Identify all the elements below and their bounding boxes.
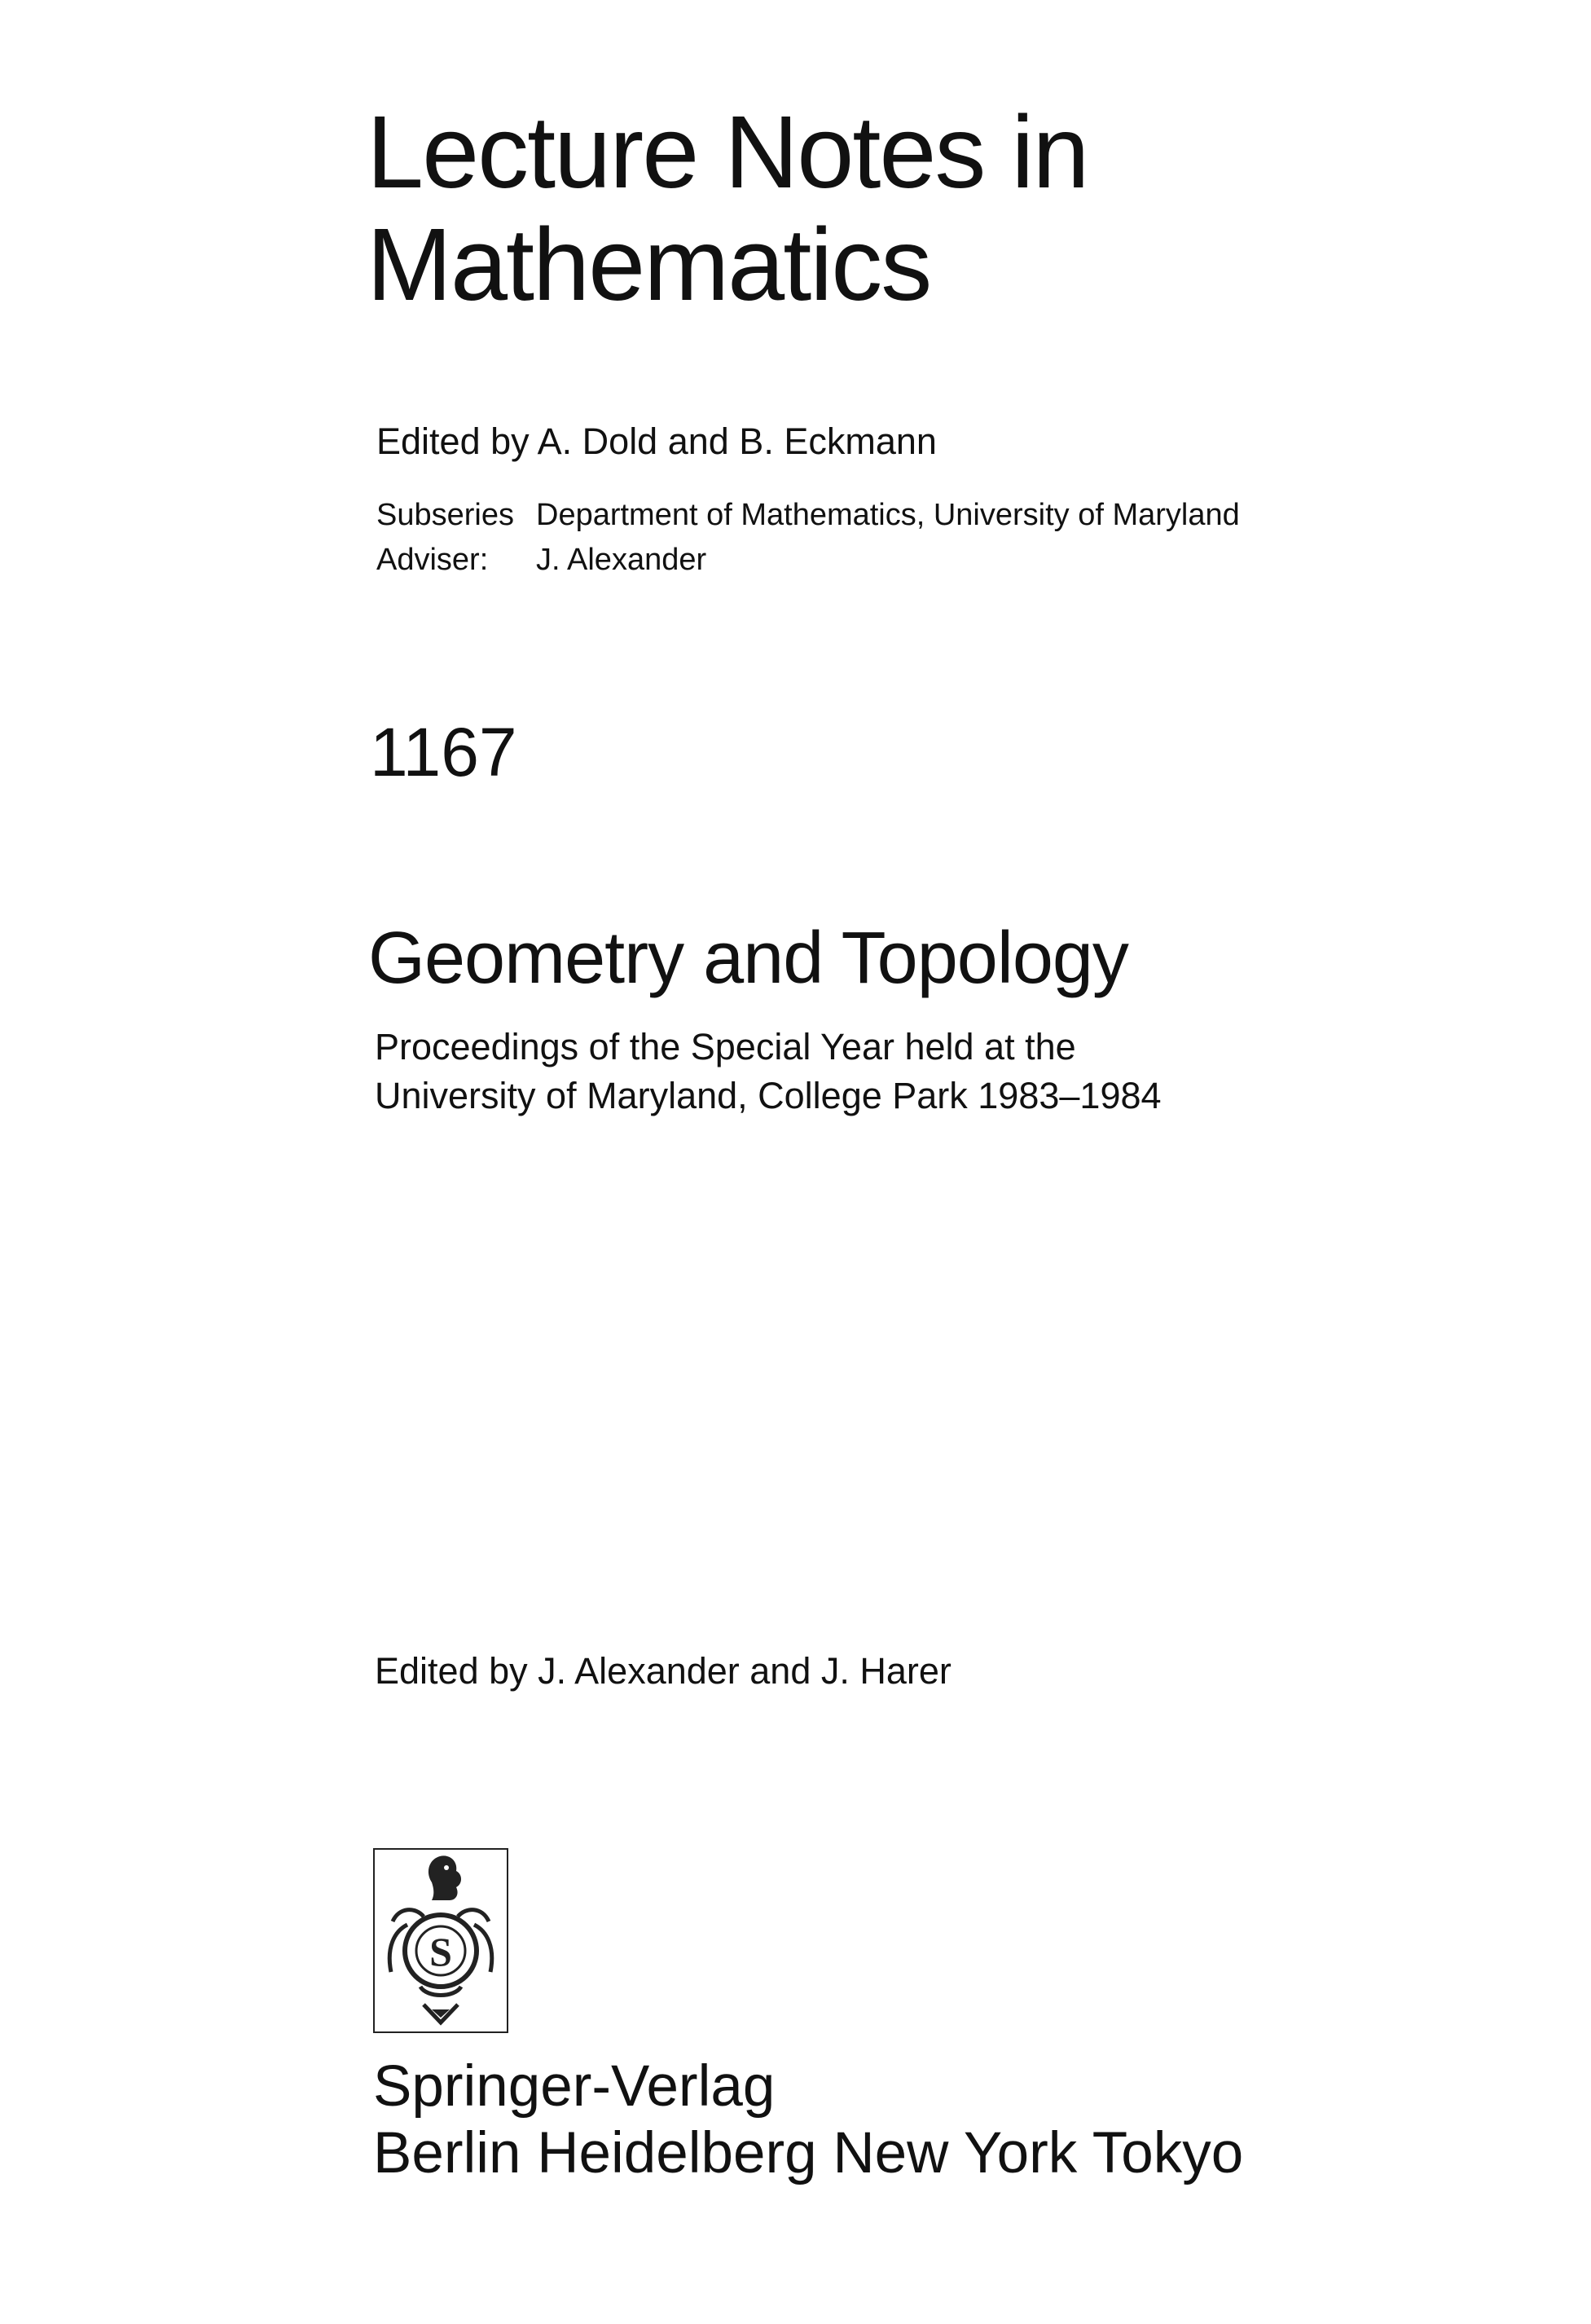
springer-knight-logo-icon (373, 1848, 508, 2033)
publisher-cities: Berlin Heidelberg New York Tokyo (373, 2121, 1244, 2185)
series-title (367, 96, 1088, 321)
knight-head-shape (429, 1855, 461, 1900)
volume-editors: Edited by J. Alexander and J. Harer (375, 1650, 952, 1692)
book-title: Geometry and Topology (368, 918, 1128, 999)
subtitle-line-2: University of Maryland, College Park 1983–1984 (375, 1075, 1162, 1116)
knight-eye (444, 1865, 449, 1870)
series-editors: Edited by A. Dold and B. Eckmann (376, 420, 937, 462)
volume-number: 1167 (370, 714, 517, 790)
book-subtitle (375, 1023, 1162, 1120)
series-title-line-2: Mathematics (367, 207, 931, 322)
subseries-row (376, 493, 1240, 538)
adviser-value: J. Alexander (536, 543, 707, 577)
publisher-block (373, 2053, 1243, 2187)
logo-s-letter: S (429, 1929, 452, 1974)
subtitle-line-1: Proceedings of the Special Year held at the (375, 1026, 1076, 1067)
subseries-label: Subseries (376, 498, 514, 532)
subseries-block (376, 493, 1240, 583)
publisher-name: Springer-Verlag (373, 2054, 776, 2119)
logo-graphic (375, 1850, 507, 2031)
adviser-label: Adviser: (376, 543, 489, 577)
adviser-row (376, 538, 1240, 583)
subseries-value: Department of Mathematics, University of Maryland (536, 498, 1240, 532)
series-title-line-1: Lecture Notes in (367, 95, 1088, 209)
